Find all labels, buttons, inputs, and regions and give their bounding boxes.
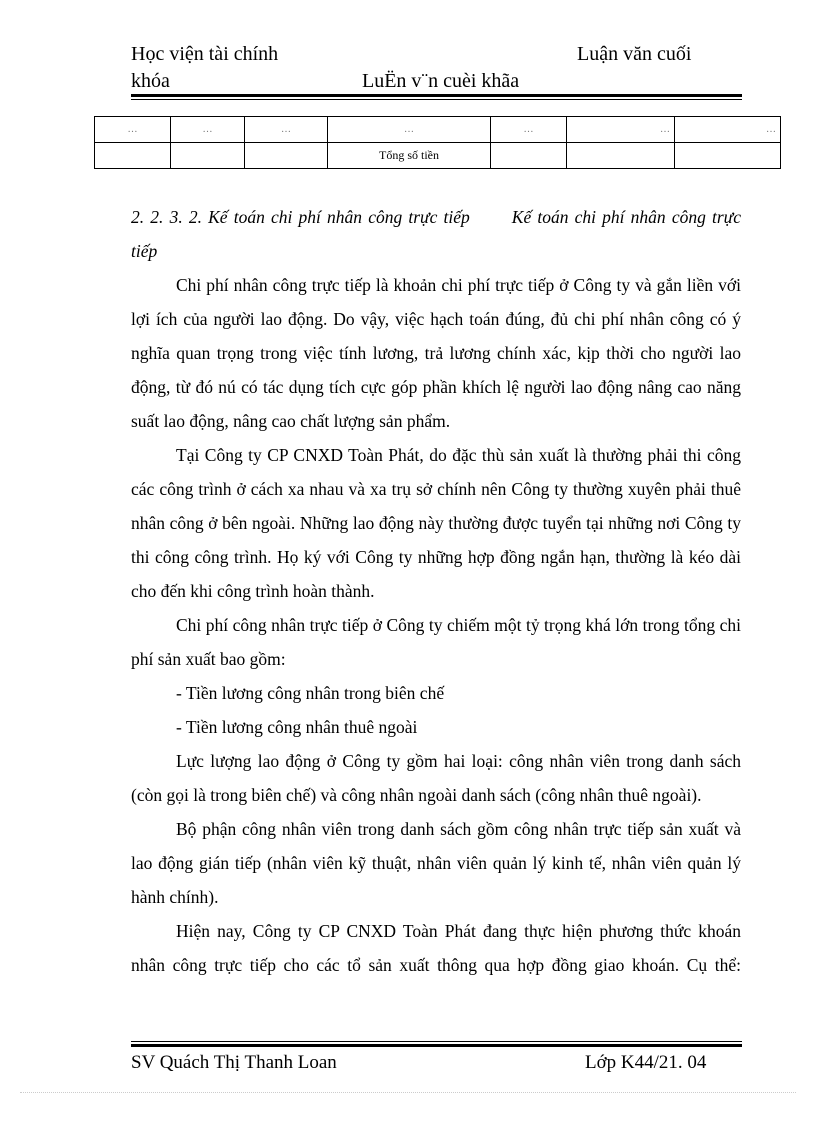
table-cell: … xyxy=(328,117,491,143)
table-cell xyxy=(491,143,567,169)
paragraph: Bộ phận công nhân viên trong danh sách gồm công nhân trực tiếp sản xuất và lao động gián tiếp (nhân viên kỹ thuật, nhân viên quản lý kinh tế, nhân viên quản lý hành chính). xyxy=(131,819,741,907)
table-cell-total-label: Tổng số tiền xyxy=(328,143,491,169)
list-item: - Tiền lương công nhân thuê ngoài xyxy=(176,717,418,737)
table-cell xyxy=(245,143,328,169)
document-body xyxy=(131,200,741,982)
footer-class: Lớp K44/21. 04 xyxy=(585,1052,707,1073)
page-bottom-dotted-line xyxy=(20,1092,796,1093)
header-rule-thin xyxy=(131,99,742,100)
header-thesis-title: Luận văn cuối xyxy=(577,43,692,65)
header-institution: Học viện tài chính xyxy=(131,43,279,65)
table-cell: … xyxy=(95,117,171,143)
footer-student-name: SV Quách Thị Thanh Loan xyxy=(131,1052,337,1073)
header-thesis-title-encoded: LuËn v¨n cuèi khãa xyxy=(362,70,520,92)
table-row-total xyxy=(95,143,781,169)
footer-rule-thick xyxy=(131,1044,742,1047)
header-rule-thick xyxy=(131,94,742,97)
paragraph: Hiện nay, Công ty CP CNXD Toàn Phát đang thực hiện phương thức khoán nhân công trực tiếp cho các tổ sản xuất thông qua hợp đồng giao khoán. Cụ thể: xyxy=(131,921,741,975)
table-cell xyxy=(675,143,781,169)
table-cell: … xyxy=(567,117,675,143)
table-row-ellipsis xyxy=(95,117,781,143)
section-heading-text: 2. 2. 3. 2. Kế toán chi phí nhân công trực tiếp xyxy=(131,207,470,227)
paragraph: Tại Công ty CP CNXD Toàn Phát, do đặc thù sản xuất là thường phải thi công các công trình ở cách xa nhau và xa trụ sở chính nên Công ty thường xuyên phải thuê nhân công ở bên ngoài. Những lao động này thường được tuyển tại những nơi Công ty thi công công trình. Họ ký với Công ty những hợp đồng ngắn hạn, thường là kéo dài cho đến khi công trình hoàn thành. xyxy=(131,445,741,601)
table-cell: … xyxy=(675,117,781,143)
footer-rule-thin xyxy=(131,1041,742,1042)
list-item: - Tiền lương công nhân trong biên chế xyxy=(176,683,445,703)
cost-table xyxy=(94,116,781,169)
section-heading-repeat: Kế toán chi phí nhân công trực tiếp xyxy=(131,207,741,261)
section-heading xyxy=(131,200,741,268)
paragraph: Chi phí công nhân trực tiếp ở Công ty chiếm một tỷ trọng khá lớn trong tổng chi phí sản xuất bao gồm: xyxy=(131,615,741,669)
paragraph: Chi phí nhân công trực tiếp là khoản chi phí trực tiếp ở Công ty và gắn liền với lợi ích của người lao động. Do vậy, việc hạch toán đúng, đủ chi phí nhân công có ý nghĩa quan trọng trong việc tính lương, trả lương chính xác, kịp thời cho người lao động, từ đó nú có tác dụng tích cực góp phần khích lệ người lao động nâng cao năng suất lao động, nâng cao chất lượng sản phẩm. xyxy=(131,275,741,431)
table-cell: … xyxy=(491,117,567,143)
table-cell xyxy=(171,143,245,169)
header-khoa: khóa xyxy=(131,70,170,92)
table-cell: … xyxy=(171,117,245,143)
table-cell xyxy=(95,143,171,169)
table-cell: … xyxy=(245,117,328,143)
paragraph: Lực lượng lao động ở Công ty gồm hai loại: công nhân viên trong danh sách (còn gọi là trong biên chế) và công nhân ngoài danh sách (công nhân thuê ngoài). xyxy=(131,751,741,805)
table-cell xyxy=(567,143,675,169)
